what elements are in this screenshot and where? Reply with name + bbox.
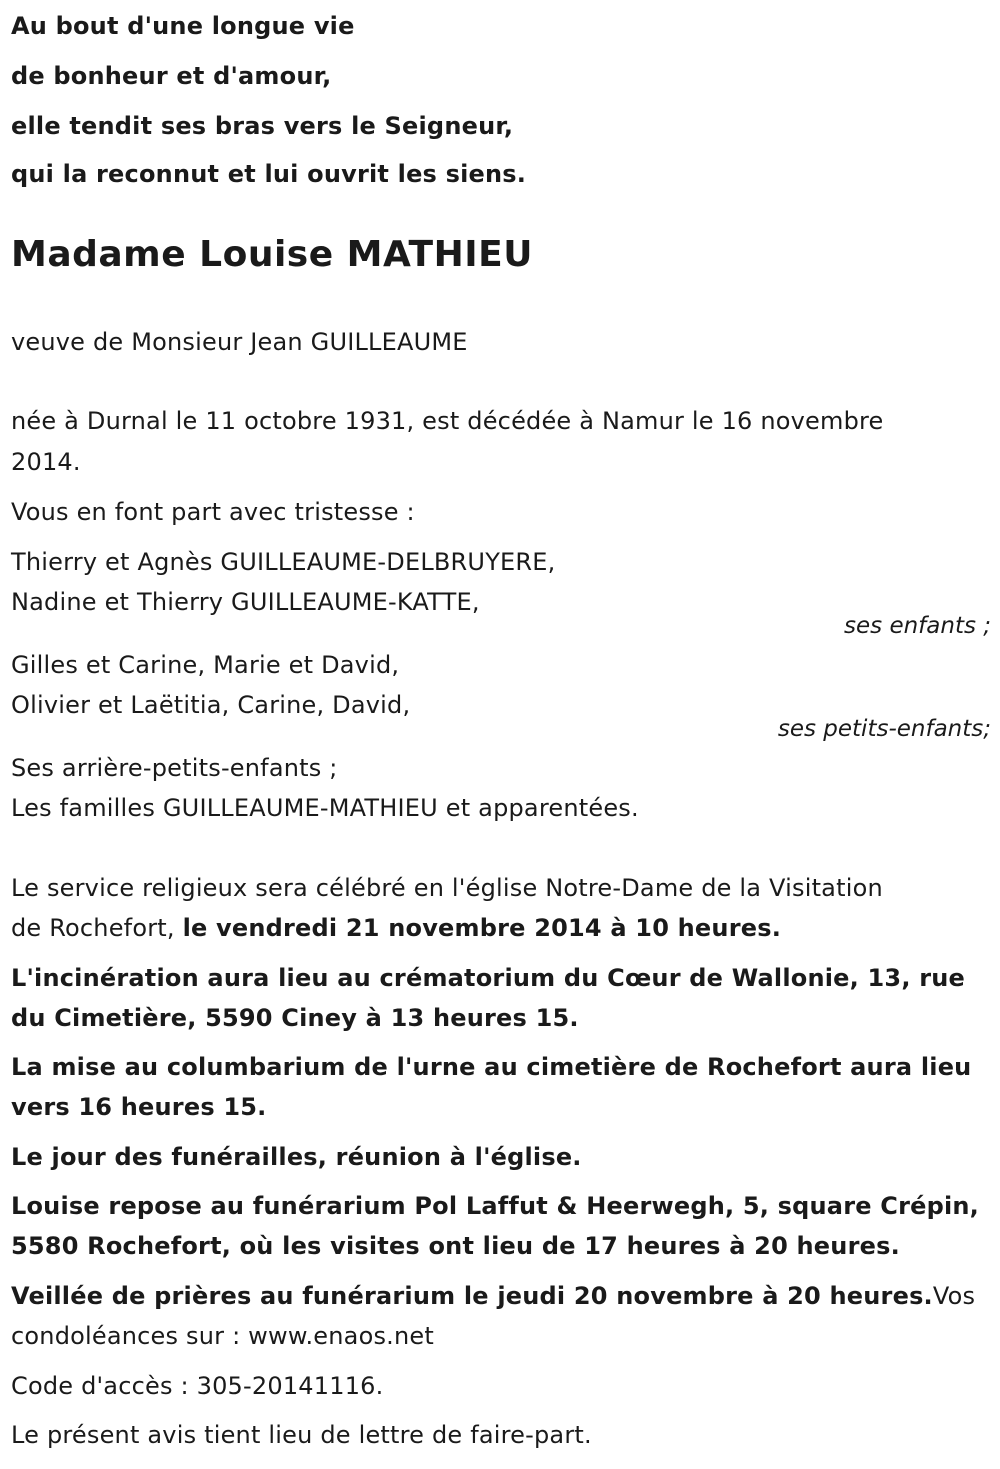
grandchildren-label: ses petits-enfants; [777,716,991,742]
condolences-line: condoléances sur : www.enaos.net [11,1322,434,1350]
vigil-condolences-start: Vos [932,1282,976,1310]
widow-of: veuve de Monsieur Jean GUILLEAUME [11,328,468,356]
deceased-name: Madame Louise MATHIEU [11,234,533,275]
child-line-2: Nadine et Thierry GUILLEAUME-KATTE, [11,588,480,616]
access-code: Code d'accès : 305-20141116. [11,1372,384,1400]
child-line-1: Thierry et Agnès GUILLEAUME-DELBRUYERE, [11,548,556,576]
columbarium-line-1: La mise au columbarium de l'urne au cimetière de Rochefort aura lieu [11,1053,972,1081]
funerarium-line-1: Louise repose au funérarium Pol Laffut & Heerwegh, 5, square Crépin, [11,1192,979,1220]
closing-note: Le présent avis tient lieu de lettre de faire-part. [11,1421,592,1449]
families: Les familles GUILLEAUME-MATHIEU et apparentées. [11,794,639,822]
vigil-line-1 [11,1276,975,1316]
poem-line-2: de bonheur et d'amour, [11,62,332,90]
poem-line-1: Au bout d'une longue vie [11,12,355,40]
birth-death-line-1: née à Durnal le 11 octobre 1931, est décédée à Namur le 16 novembre [11,407,884,435]
columbarium-line-2: vers 16 heures 15. [11,1093,267,1121]
poem-line-3: elle tendit ses bras vers le Seigneur, [11,112,514,140]
incineration-line-1: L'incinération aura lieu au crématorium du Cœur de Wallonie, 13, rue [11,964,965,992]
birth-death-line-2: 2014. [11,448,81,476]
service-line-2 [11,908,781,948]
grandchild-line-2: Olivier et Laëtitia, Carine, David, [11,691,411,719]
poem-line-4: qui la reconnut et lui ouvrit les siens. [11,160,527,188]
vigil-text: Veillée de prières au funérarium le jeudi 20 novembre à 20 heures. [11,1282,933,1310]
announce-intro: Vous en font part avec tristesse : [11,498,415,526]
great-grandchildren: Ses arrière-petits-enfants ; [11,754,338,782]
children-label: ses enfants ; [844,613,991,639]
funerarium-line-2: 5580 Rochefort, où les visites ont lieu de 17 heures à 20 heures. [11,1232,900,1260]
funeral-day: Le jour des funérailles, réunion à l'église. [11,1143,582,1171]
service-line-1: Le service religieux sera célébré en l'église Notre-Dame de la Visitation [11,874,883,902]
grandchild-line-1: Gilles et Carine, Marie et David, [11,651,400,679]
service-datetime: le vendredi 21 novembre 2014 à 10 heures. [182,914,782,942]
incineration-line-2: du Cimetière, 5590 Ciney à 13 heures 15. [11,1004,579,1032]
service-place: de Rochefort, [11,914,183,942]
